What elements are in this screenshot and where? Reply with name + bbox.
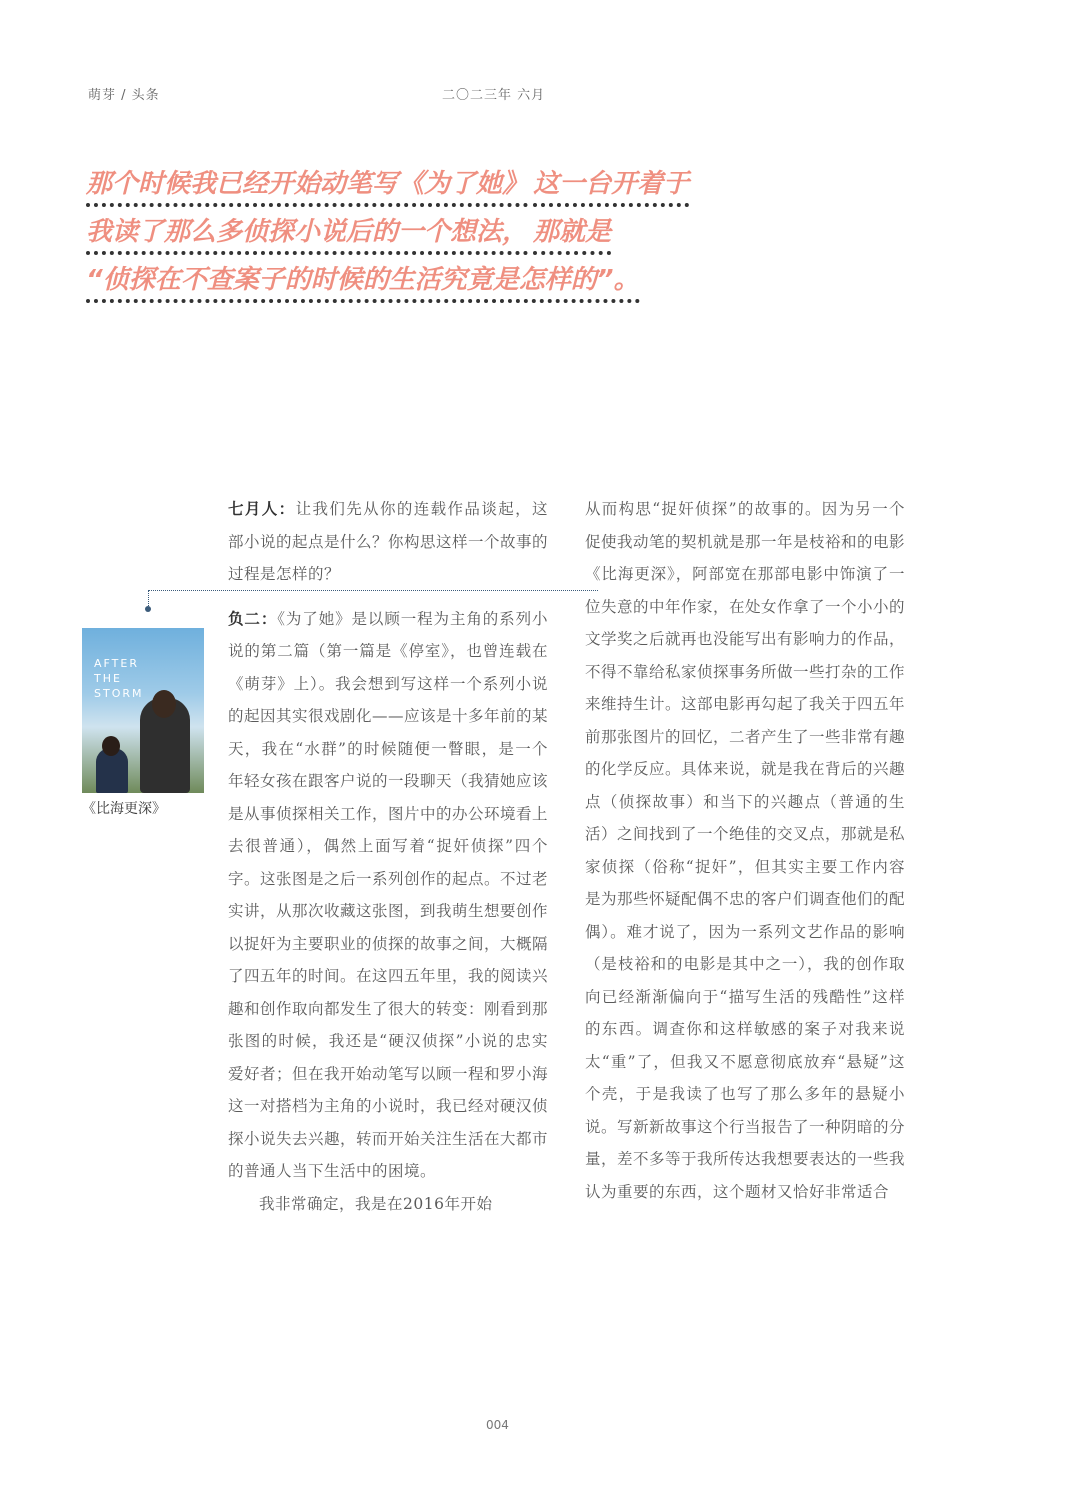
poster-figure-man-head (152, 690, 176, 718)
poster-figure-boy-head (102, 736, 120, 756)
figure-caption: 《比海更深》 (82, 801, 166, 817)
pull-quote-line: 这一台开着于 (533, 169, 690, 199)
poster-title (94, 656, 144, 701)
pull-quote-line: 我读了那么多侦探小说后的一个想法， (86, 217, 529, 247)
answer-continuation: 我非常确定，我是在2016年开始 (259, 1194, 493, 1213)
article-column-right (585, 493, 905, 1208)
right-column-text: 从而构思“捉奸侦探”的故事的。因为另一个促使我动笔的契机就是那一年是枝裕和的电影《比海更深》，阿部宽在那部电影中饰演了一位失意的中年作家，在处女作拿了一个小小的文学奖之后就再也没能写出有影响力的作品，不得不靠给私家侦探事务所做一些打杂的工作来维持生计。这部电影再勾起了我关于四五年前那张图片的回忆，二者产生了一些非常有趣的化学反应。具体来说，就是我在背后的兴趣点（侦探故事）和当下的兴趣点（普通的生活）之间找到了一个绝佳的交叉点，那就是私家侦探（俗称“捉奸”，但其实主要工作内容是为那些怀疑配偶不忠的客户们调查他们的配偶）。难才说了，因为一系列文艺作品的影响（是枝裕和的电影是其中之一），我的创作取向已经渐渐偏向于“描写生活的残酷性”这样的东西。调查你和这样敏感的案子对我来说太“重”了，但我又不愿意彻底放弃“悬疑”这个壳，于是我读了也写了那么多年的悬疑小说。写新新故事这个行当报告了一种阴暗的分量，差不多等于我所传达我想要表达的一些我认为重要的东西，这个题材又恰好非常适合 (585, 500, 906, 1201)
poster-title-line: STORM (94, 687, 144, 700)
poster-title-line: AFTER (94, 657, 139, 670)
answer-speaker: 负二： (228, 608, 278, 628)
answer-paragraph (228, 603, 548, 1188)
question-paragraph (228, 493, 548, 591)
page-number: 004 (486, 1418, 509, 1432)
pull-quote-line: “侦探在不查案子的时候的生活究竟是怎样的”。 (86, 265, 640, 295)
question-speaker: 七月人： (228, 499, 296, 518)
connector-dot (145, 606, 151, 612)
answer-text: 《为了她》是以顾一程为主角的系列小说的第二篇（第一篇是《停室》，也曾连载在《萌芽》上）。我会想到写这样一个系列小说的起因其实很戏剧化——应该是十多年前的某天，我在“水群”的时候随便一瞥眼，是一个年轻女孩在跟客户说的一段聊天（我猜她应该是从事侦探相关工作，图片中的办公环境看上去很普通），偶然上面写着“捉奸侦探”四个字。这张图是之后一系列创作的起点。不过老实讲，从那次收藏这张图，到我萌生想要创作以捉奸为主要职业的侦探的故事之间，大概隔了四五年的时间。在这四五年里，我的阅读兴趣和创作取向都发生了很大的转变：刚看到那张图的时候，我还是“硬汉侦探”小说的忠实爱好者；但在我开始动笔写以顾一程和罗小海这一对搭档为主角的小说时，我已经对硬汉侦探小说失去兴趣，转而开始关注生活在大都市的普通人当下生活中的困境。 (228, 609, 549, 1180)
issue-date: 二〇二三年 六月 (442, 88, 546, 103)
section-label: 萌芽 / 头条 (88, 88, 160, 103)
pull-quote-line: 那就是 (533, 217, 612, 247)
pull-quote-line: 那个时候我已经开始动笔写《为了她》 (86, 169, 529, 199)
pull-quote (86, 166, 746, 310)
question-text: 让我们先从你的连载作品谈起，这部小说的起点是什么？你构思这样一个故事的过程是怎样的？ (228, 500, 549, 583)
poster-title-line: THE (94, 672, 122, 685)
movie-poster-image (82, 628, 204, 793)
article-column-left (228, 493, 548, 1220)
